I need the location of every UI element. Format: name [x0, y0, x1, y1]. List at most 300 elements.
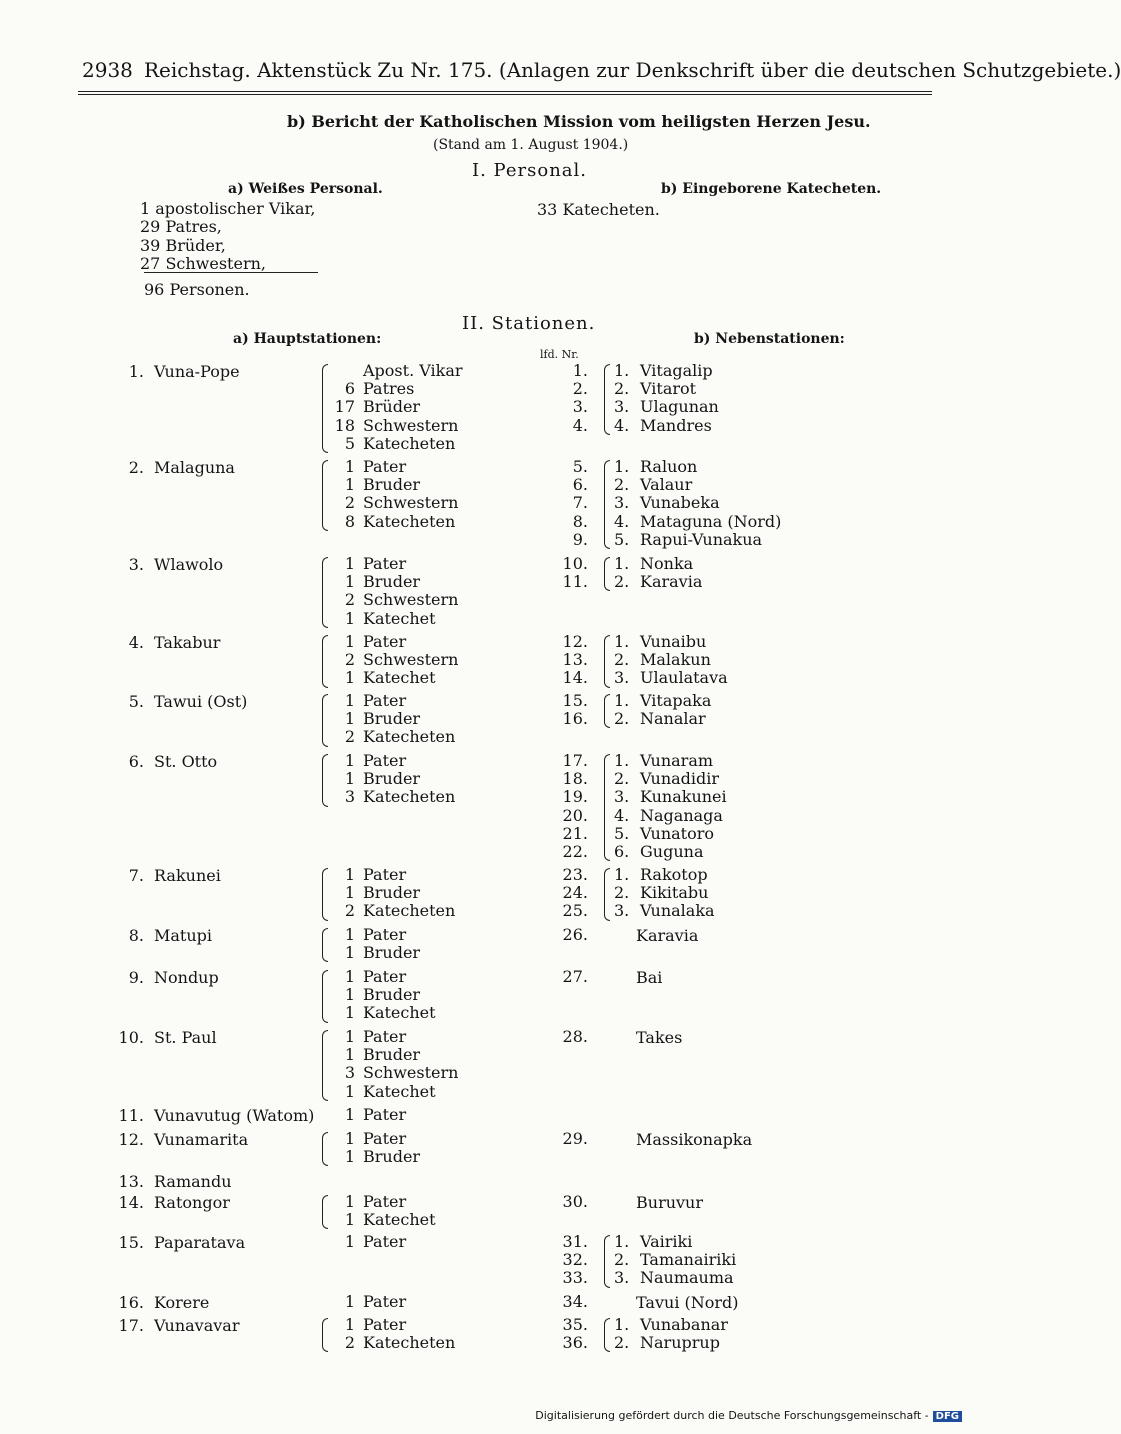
branch-station-name: Nanalar: [640, 709, 706, 729]
branch-station-name: Mandres: [640, 415, 712, 435]
branch-station: [614, 1251, 736, 1269]
staff-role: Bruder: [363, 985, 421, 1005]
staff-role: Schwestern: [363, 493, 459, 513]
branch-sub-number: 2.: [614, 883, 630, 903]
staff-role: Bruder: [363, 572, 421, 592]
branch-brace: [604, 694, 610, 728]
station-name: Korere: [154, 1293, 210, 1312]
branch-sub-number: 3.: [614, 1268, 630, 1288]
branch-sub-number: 5.: [614, 529, 630, 549]
staff-line: [329, 884, 455, 902]
branch-station-name: Nonka: [640, 554, 694, 573]
branch-station-name: Guguna: [640, 841, 704, 861]
staff-line: [329, 435, 463, 453]
station-name: Malaguna: [154, 458, 235, 477]
staff-brace: [322, 1030, 328, 1101]
staff-role: Katecheten: [363, 727, 456, 747]
staff-brace: [322, 970, 328, 1023]
branch-sub-number: 2.: [614, 650, 630, 670]
staff-line: [329, 380, 463, 398]
station-staff: [329, 1106, 406, 1124]
staff-brace: [322, 754, 328, 807]
station-number: 14.: [118, 1193, 144, 1212]
branch-stations: [614, 752, 727, 861]
branch-station: [614, 494, 781, 512]
station-name: St. Otto: [154, 752, 218, 771]
staff-brace: [322, 1195, 328, 1229]
dfg-logo: DFG: [933, 1411, 962, 1422]
staff-count: 1: [344, 1129, 355, 1148]
branch-station: [614, 417, 719, 435]
branch-sub-number: 4.: [614, 415, 630, 435]
branch-sub-number: 1.: [614, 1232, 630, 1251]
staff-brace: [322, 868, 328, 921]
staff-brace: [322, 364, 328, 453]
branch-sub-number: 1.: [614, 865, 630, 884]
branch-station: [614, 651, 728, 669]
branch-running-numbers: [540, 1028, 588, 1046]
branch-station: [614, 555, 702, 573]
station-number: 13.: [118, 1172, 144, 1191]
station-name: Ratongor: [154, 1193, 230, 1212]
staff-count: 1: [344, 1315, 355, 1334]
branch-brace: [604, 460, 610, 549]
staff-role: Pater: [363, 751, 407, 770]
branch-running-numbers: [540, 1233, 588, 1288]
staff-count: 1: [344, 1192, 355, 1211]
branch-station-name: Vairiki: [640, 1232, 693, 1251]
staff-line: [329, 458, 458, 476]
staff-role: Pater: [363, 865, 407, 884]
staff-count: 1: [344, 1105, 355, 1124]
branch-running-number: 28.: [562, 1027, 588, 1046]
staff-role: Bruder: [363, 883, 421, 903]
branch-running-number: 36.: [562, 1333, 588, 1353]
branch-running-number: 5.: [572, 457, 588, 476]
branch-running-number: 4.: [572, 415, 588, 435]
station-name: Matupi: [154, 926, 213, 945]
staff-count: 1: [344, 668, 355, 688]
branch-running-number: 24.: [562, 883, 588, 903]
staff-count: 1: [344, 883, 355, 903]
branch-sub-number: 3.: [614, 668, 630, 688]
branch-running-number: 33.: [562, 1268, 588, 1288]
staff-brace: [322, 557, 328, 628]
branch-running-number: 14.: [562, 668, 588, 688]
staff-role: Brüder: [363, 397, 421, 417]
station-number: 9.: [128, 968, 144, 987]
staff-role: Pater: [363, 967, 407, 986]
staff-role: Katecheten: [363, 901, 456, 921]
branch-station: [614, 1233, 736, 1251]
branch-running-number: 18.: [562, 769, 588, 789]
staff-count: 1: [344, 457, 355, 476]
branch-running-numbers: [540, 1293, 588, 1311]
branch-station-name: Tavui (Nord): [636, 1293, 739, 1312]
branch-station-name: Vunaram: [640, 751, 714, 770]
branch-sub-number: 4.: [614, 511, 630, 531]
staff-line: [329, 1106, 406, 1124]
branch-running-numbers: [540, 968, 588, 986]
branch-station: [614, 398, 719, 416]
staff-line: [329, 513, 458, 531]
station-staff: [329, 1293, 406, 1311]
station-number: 15.: [118, 1233, 144, 1252]
branch-sub-number: 1.: [614, 361, 630, 380]
staff-count: 1: [344, 1147, 355, 1167]
station-name: Tawui (Ost): [154, 692, 248, 711]
branch-station: [614, 692, 711, 710]
branch-stations: [614, 1316, 728, 1352]
station-staff: [329, 1028, 458, 1101]
branch-running-number: 3.: [572, 397, 588, 417]
staff-count: 1: [344, 1045, 355, 1065]
staff-role: Bruder: [363, 475, 421, 495]
station-name: Takabur: [154, 633, 221, 652]
staff-role: Pater: [363, 1105, 407, 1124]
branch-station: [614, 458, 781, 476]
branch-sub-number: 3.: [614, 787, 630, 807]
staff-role: Bruder: [363, 769, 421, 789]
station-name: Nondup: [154, 968, 219, 987]
branch-sub-number: 2.: [614, 379, 630, 399]
report-date: (Stand am 1. August 1904.): [433, 137, 629, 153]
branch-brace: [604, 635, 610, 688]
branch-brace: [604, 754, 610, 861]
staff-count: 6: [344, 379, 355, 399]
staff-count: 1: [344, 1292, 355, 1311]
branch-station: [614, 1334, 728, 1352]
branch-station: [614, 710, 711, 728]
white-personnel-list: [140, 200, 315, 273]
branch-station: [614, 573, 702, 591]
branch-stations: [614, 692, 711, 728]
branch-running-number: 7.: [572, 493, 588, 513]
station-staff: [329, 692, 455, 747]
staff-line: [329, 1064, 458, 1082]
station-staff: [329, 926, 420, 962]
branch-station: [614, 633, 728, 651]
branch-running-number: 11.: [562, 572, 588, 592]
branch-running-number: 17.: [562, 751, 588, 770]
staff-line: [329, 968, 436, 986]
staff-role: Pater: [363, 1315, 407, 1334]
staff-count: 1: [344, 985, 355, 1005]
branch-station: [614, 866, 715, 884]
staff-brace: [322, 460, 328, 531]
staff-line: [329, 1193, 436, 1211]
branch-station: [614, 380, 719, 398]
branch-station-name: Mataguna (Nord): [640, 511, 782, 531]
staff-role: Bruder: [363, 943, 421, 963]
main-stations-heading: a) Hauptstationen:: [233, 331, 382, 347]
staff-count: 1: [344, 608, 355, 628]
staff-line: [329, 692, 455, 710]
branch-sub-number: 3.: [614, 493, 630, 513]
staff-line: [329, 1148, 420, 1166]
branch-station: [614, 884, 715, 902]
branch-running-numbers: [540, 926, 588, 944]
branch-running-number: 20.: [562, 805, 588, 825]
branch-station: [614, 476, 781, 494]
page-number: 2938: [82, 58, 133, 82]
branch-sub-number: 3.: [614, 397, 630, 417]
staff-count: 1: [344, 691, 355, 710]
staff-count: 1: [344, 1003, 355, 1023]
staff-count: 3: [344, 787, 355, 807]
branch-stations: [614, 633, 728, 688]
staff-role: Katecheten: [363, 511, 456, 531]
branch-station-name: Ulagunan: [640, 397, 719, 417]
staff-line: [329, 669, 458, 687]
staff-line: [329, 633, 458, 651]
branch-running-number: 8.: [572, 511, 588, 531]
staff-role: Pater: [363, 1292, 407, 1311]
branch-brace: [604, 557, 610, 591]
branch-station-name: Naganaga: [640, 805, 723, 825]
section-personal-heading: I. Personal.: [472, 160, 587, 181]
branch-station-name: Rapui-Vunakua: [640, 529, 763, 549]
branch-running-number: 22.: [562, 841, 588, 861]
staff-role: Bruder: [363, 1045, 421, 1065]
station-number: 4.: [128, 633, 144, 652]
staff-line: [329, 1211, 436, 1229]
branch-station: [614, 1316, 728, 1334]
station-name: St. Paul: [154, 1028, 217, 1047]
staff-role: Schwestern: [363, 415, 459, 435]
station-number: 11.: [118, 1106, 144, 1125]
running-number-label: lfd. Nr.: [540, 348, 579, 361]
staff-count: 2: [344, 727, 355, 747]
branch-station-name: Vunatoro: [640, 823, 715, 843]
staff-role: Schwestern: [363, 1063, 459, 1083]
branch-running-number: 16.: [562, 709, 588, 729]
staff-line: [329, 1334, 455, 1352]
staff-count: 3: [344, 1063, 355, 1083]
staff-line: [329, 398, 463, 416]
branch-running-number: 26.: [562, 925, 588, 944]
staff-brace: [322, 694, 328, 747]
branch-station: [614, 825, 727, 843]
branch-running-numbers: [540, 458, 588, 549]
branch-brace: [604, 868, 610, 921]
branch-running-number: 10.: [562, 554, 588, 573]
station-number: 5.: [128, 692, 144, 711]
branch-sub-number: 3.: [614, 901, 630, 921]
native-catechists-heading: b) Eingeborene Katecheten.: [661, 181, 882, 197]
staff-count: 1: [344, 632, 355, 651]
staff-role: Pater: [363, 1129, 407, 1148]
branch-running-number: 19.: [562, 787, 588, 807]
station-number: 16.: [118, 1293, 144, 1312]
footer-text: Digitalisierung gefördert durch die Deutsche Forschungsgemeinschaft -: [535, 1409, 929, 1422]
branch-station: [614, 362, 719, 380]
staff-brace: [322, 928, 328, 962]
staff-role: Pater: [363, 1192, 407, 1211]
staff-line: [329, 1028, 458, 1046]
branch-station-name: Vunabeka: [640, 493, 720, 513]
branch-station-name: Vunalaka: [640, 901, 715, 921]
staff-role: Pater: [363, 925, 407, 944]
staff-role: Pater: [363, 554, 407, 573]
station-number: 12.: [118, 1130, 144, 1149]
staff-count: 2: [344, 493, 355, 513]
branch-station-name: Naumauma: [640, 1268, 734, 1288]
staff-role: Katechet: [363, 608, 436, 628]
staff-count: 1: [344, 475, 355, 495]
branch-station-name: Ulaulatava: [640, 668, 728, 688]
branch-station-name: Naruprup: [640, 1333, 720, 1353]
branch-station: [614, 669, 728, 687]
staff-role: Pater: [363, 632, 407, 651]
staff-line: [329, 1046, 458, 1064]
branch-station-name: Tamanairiki: [640, 1250, 737, 1270]
branch-station: [614, 513, 781, 531]
branch-running-numbers: [540, 1193, 588, 1211]
branch-sub-number: 2.: [614, 709, 630, 729]
staff-count: 2: [344, 901, 355, 921]
branch-running-numbers: [540, 1316, 588, 1352]
staff-count: 1: [344, 925, 355, 944]
branch-running-number: 32.: [562, 1250, 588, 1270]
branch-sub-number: 2.: [614, 1250, 630, 1270]
staff-role: Apost. Vikar: [363, 361, 463, 380]
staff-role: Pater: [363, 1232, 407, 1251]
staff-brace: [322, 635, 328, 688]
station-number: 1.: [128, 362, 144, 381]
branch-stations: [614, 458, 781, 549]
branch-brace: [604, 1235, 610, 1288]
staff-count: 1: [344, 967, 355, 986]
staff-count: 1: [344, 1027, 355, 1046]
station-number: 7.: [128, 866, 144, 885]
station-number: 6.: [128, 752, 144, 771]
staff-line: [329, 1004, 436, 1022]
staff-role: Katechet: [363, 1003, 436, 1023]
white-item: 1 apostolischer Vikar,: [140, 199, 316, 218]
station-staff: [329, 1193, 436, 1229]
staff-role: Katechet: [363, 1081, 436, 1101]
branch-station-name: Vitapaka: [640, 691, 712, 710]
station-name: Ramandu: [154, 1172, 232, 1191]
staff-line: [329, 902, 455, 920]
staff-count: 1: [344, 1232, 355, 1251]
branch-stations: [614, 362, 719, 435]
branch-station: [614, 752, 727, 770]
station-number: 17.: [118, 1316, 144, 1335]
station-staff: [329, 362, 463, 453]
station-name: Vunavavar: [154, 1316, 240, 1335]
staff-line: [329, 788, 455, 806]
staff-count: 18: [334, 415, 355, 435]
staff-count: 1: [344, 769, 355, 789]
branch-running-number: 27.: [562, 967, 588, 986]
staff-brace: [322, 1318, 328, 1352]
station-staff: [329, 1316, 455, 1352]
staff-count: 1: [344, 1210, 355, 1230]
sum-rule: [144, 272, 318, 273]
branch-station-name: Vunadidir: [640, 769, 720, 789]
branch-station: [614, 902, 715, 920]
branch-station-name: Vitarot: [640, 379, 697, 399]
staff-line: [329, 591, 458, 609]
native-catechists-count: 33 Katecheten.: [537, 200, 660, 219]
branch-station-name: Bai: [636, 968, 663, 987]
staff-role: Katechet: [363, 1210, 436, 1230]
staff-line: [329, 610, 458, 628]
staff-role: Katecheten: [363, 433, 456, 453]
branch-station-name: Valaur: [640, 475, 693, 495]
branch-running-number: 6.: [572, 475, 588, 495]
staff-line: [329, 710, 455, 728]
branch-sub-number: 6.: [614, 841, 630, 861]
branch-station-name: Vunabanar: [640, 1315, 728, 1334]
branch-running-number: 2.: [572, 379, 588, 399]
branch-stations: [614, 555, 702, 591]
staff-role: Patres: [363, 379, 415, 399]
station-staff: [329, 633, 458, 688]
station-staff: [329, 458, 458, 531]
branch-sub-number: 1.: [614, 554, 630, 573]
report-title: b) Bericht der Katholischen Mission vom heiligsten Herzen Jesu.: [287, 112, 871, 131]
station-staff: [329, 1130, 420, 1166]
branch-stations: [614, 866, 715, 921]
staff-role: Katecheten: [363, 1333, 456, 1353]
staff-line: [329, 651, 458, 669]
staff-line: [329, 986, 436, 1004]
branch-sub-number: 2.: [614, 769, 630, 789]
branch-running-numbers: [540, 362, 588, 435]
staff-line: [329, 752, 455, 770]
staff-count: 1: [344, 865, 355, 884]
branch-sub-number: 4.: [614, 805, 630, 825]
branch-running-number: 15.: [562, 691, 588, 710]
station-staff: [329, 866, 455, 921]
branch-running-numbers: [540, 752, 588, 861]
staff-role: Pater: [363, 691, 407, 710]
staff-line: [329, 770, 455, 788]
branch-running-number: 9.: [572, 529, 588, 549]
branch-station-name: Raluon: [640, 457, 698, 476]
branch-sub-number: 1.: [614, 632, 630, 651]
branch-sub-number: 2.: [614, 475, 630, 495]
branch-station-name: Vitagalip: [640, 361, 713, 380]
staff-role: Bruder: [363, 709, 421, 729]
staff-line: [329, 926, 420, 944]
branch-running-numbers: [540, 555, 588, 591]
branch-station-name: Massikonapka: [636, 1130, 753, 1149]
branch-sub-number: 2.: [614, 572, 630, 592]
branch-station: [614, 1269, 736, 1287]
header-rule-top: [78, 91, 932, 92]
staff-role: Katechet: [363, 668, 436, 688]
staff-role: Katecheten: [363, 787, 456, 807]
station-number: 3.: [128, 555, 144, 574]
branch-running-numbers: [540, 692, 588, 728]
staff-role: Pater: [363, 457, 407, 476]
branch-station-name: Karavia: [640, 572, 703, 592]
staff-count: 5: [344, 433, 355, 453]
staff-count: 1: [344, 1081, 355, 1101]
white-personnel-heading: a) Weißes Personal.: [228, 181, 383, 197]
staff-line: [329, 1293, 406, 1311]
station-name: Wlawolo: [154, 555, 224, 574]
branch-running-number: 1.: [572, 361, 588, 380]
branch-stations-heading: b) Nebenstationen:: [694, 331, 845, 347]
staff-role: Pater: [363, 1027, 407, 1046]
branch-station-name: Vunaibu: [640, 632, 707, 651]
staff-line: [329, 1316, 455, 1334]
